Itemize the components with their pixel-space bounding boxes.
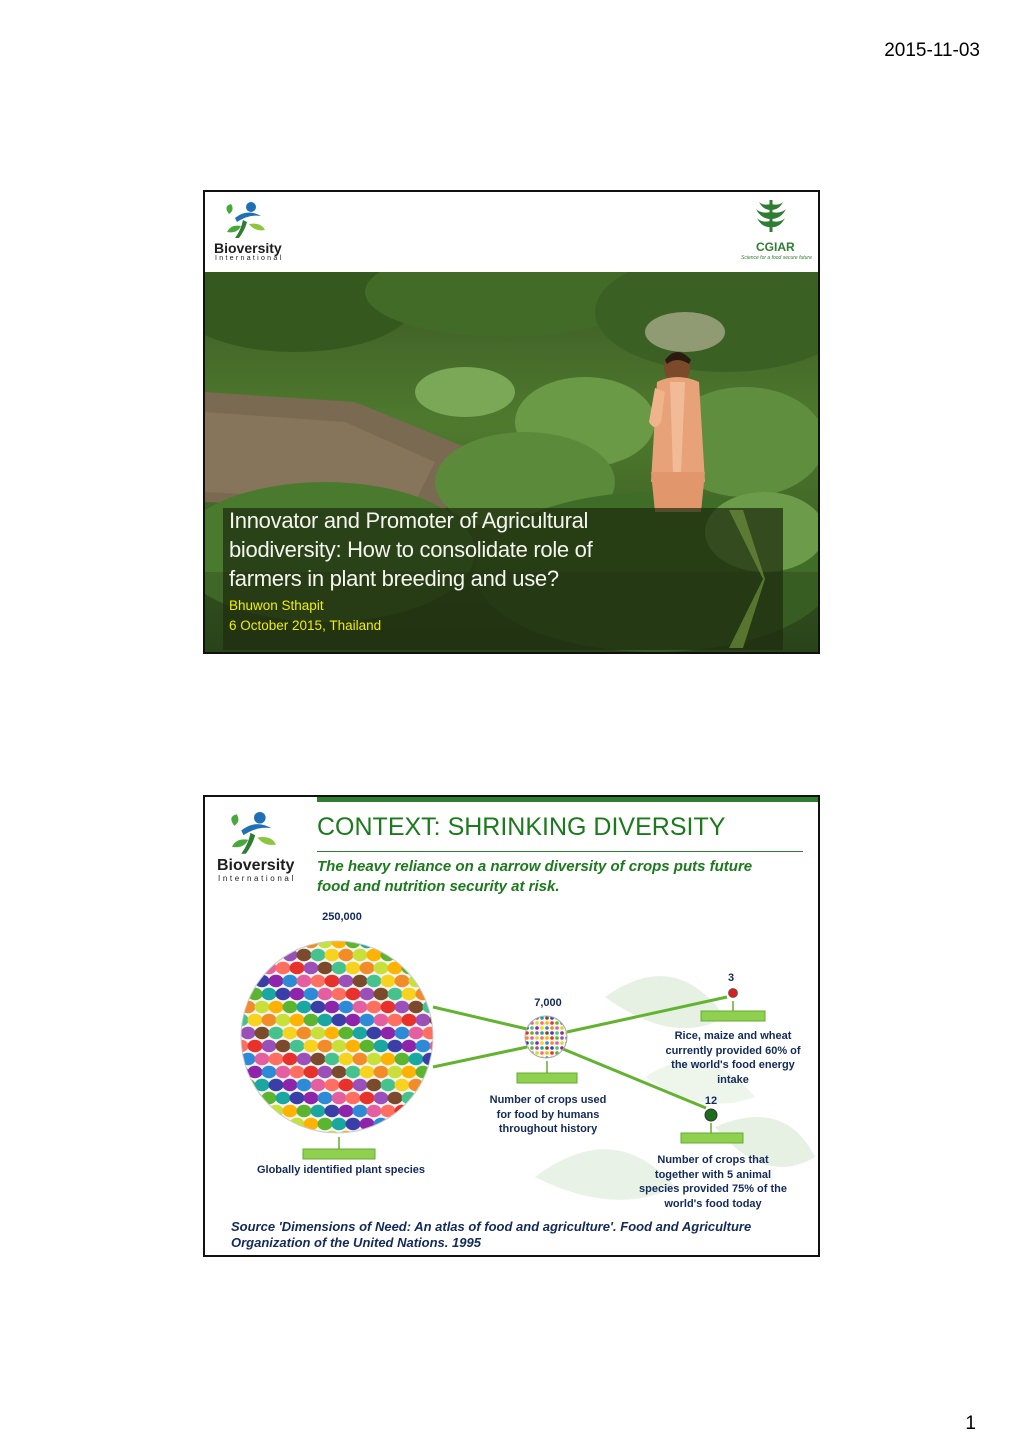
slide-context [203, 795, 820, 1257]
mosaic-dot [555, 1036, 559, 1040]
mosaic-dot [262, 1066, 277, 1078]
mosaic-dot [241, 1079, 256, 1091]
mosaic-dot [290, 1014, 305, 1026]
mosaic-dot [555, 1021, 559, 1025]
mosaic-dot [530, 1056, 534, 1060]
mosaic-dot [339, 1053, 354, 1065]
mosaic-dot [311, 1131, 326, 1143]
mosaic-dot [540, 1046, 544, 1050]
cgiar-tagline: Science for a food secure future [741, 255, 812, 261]
mosaic-dot [530, 1016, 534, 1020]
mosaic-dot [339, 975, 354, 987]
mosaic-dot [535, 1051, 539, 1055]
mosaic-dot [565, 1016, 569, 1020]
source-citation: Source 'Dimensions of Need: An atlas of food and agriculture'. Food and Agriculture Organization of the United Nations. 1995 [231, 1219, 752, 1250]
mosaic-dot [550, 1036, 554, 1040]
mosaic-dot [535, 1046, 539, 1050]
mosaic-dot [525, 1051, 529, 1055]
mosaic-dot [423, 1131, 438, 1143]
mosaic-dot [409, 1001, 424, 1013]
mosaic-dot [367, 1027, 382, 1039]
mosaic-dot [339, 949, 354, 961]
mosaic-dot [269, 1079, 284, 1091]
mosaic-dot [560, 1031, 564, 1035]
mosaic-dot [388, 1040, 403, 1052]
mosaic-dot [402, 1040, 417, 1052]
mosaic-dot [304, 1092, 319, 1104]
mosaic-dot [297, 975, 312, 987]
mosaic-dot [325, 949, 340, 961]
mosaic-dot [255, 1027, 270, 1039]
mosaic-dot [430, 1118, 445, 1130]
mosaic-dot [311, 949, 326, 961]
mosaic-dot [381, 1053, 396, 1065]
mosaic-dot [353, 1027, 368, 1039]
mosaic-dot [402, 1118, 417, 1130]
mosaic-dot [545, 1026, 549, 1030]
mosaic-dot [276, 988, 291, 1000]
mosaic-dot [346, 1066, 361, 1078]
mosaic-dot [234, 962, 249, 974]
mosaic-dot [535, 1021, 539, 1025]
mosaic-dot [540, 1026, 544, 1030]
mosaic-dot [262, 1014, 277, 1026]
mosaic-dot [381, 975, 396, 987]
mosaic-dot [248, 1118, 263, 1130]
stat-caption-major-crops: Rice, maize and wheat currently provided 60% of the world's food energy intake [665, 1030, 801, 1086]
mosaic-dot [381, 1079, 396, 1091]
mosaic-dot [437, 975, 452, 987]
slide2-title: CONTEXT: SHRINKING DIVERSITY [317, 813, 726, 841]
mosaic-dot [290, 936, 305, 948]
mosaic-dot [290, 962, 305, 974]
mosaic-dot [416, 1014, 431, 1026]
mosaic-dot [402, 936, 417, 948]
mosaic-dot [332, 1066, 347, 1078]
mosaic-dot [565, 1056, 569, 1060]
mosaic-dot [388, 1066, 403, 1078]
mosaic-dot [276, 936, 291, 948]
mosaic-dot [555, 1041, 559, 1045]
mosaic-dot [304, 1040, 319, 1052]
mosaic-dot [409, 1053, 424, 1065]
mosaic-dot [416, 1118, 431, 1130]
mosaic-dot [318, 962, 333, 974]
mosaic-dot [311, 1079, 326, 1091]
mosaic-dot [430, 1092, 445, 1104]
mosaic-dot [395, 949, 410, 961]
mosaic-dot [535, 1036, 539, 1040]
mosaic-dot [374, 1066, 389, 1078]
mosaic-dot [402, 1014, 417, 1026]
mosaic-dot [550, 1031, 554, 1035]
mosaic-dot [241, 1001, 256, 1013]
mosaic-dot [540, 1031, 544, 1035]
mosaic-dot [560, 1036, 564, 1040]
mosaic-dot [560, 1056, 564, 1060]
mosaic-dot [346, 1118, 361, 1130]
mosaic-dot [540, 1036, 544, 1040]
mosaic-dot [535, 1031, 539, 1035]
mosaic-dot [346, 962, 361, 974]
mosaic-dot [540, 1021, 544, 1025]
mosaic-dot [530, 1046, 534, 1050]
mosaic-dot [241, 949, 256, 961]
mosaic-dot [530, 1041, 534, 1045]
mosaic-dot [367, 975, 382, 987]
mosaic-dot [555, 1046, 559, 1050]
mosaic-dot [402, 988, 417, 1000]
mosaic-dot [283, 1131, 298, 1143]
mosaic-dot [290, 1040, 305, 1052]
mosaic-dot [346, 1092, 361, 1104]
mosaic-dot [325, 1027, 340, 1039]
mosaic-dot [409, 949, 424, 961]
mosaic-dot [290, 988, 305, 1000]
mosaic-dot [545, 1036, 549, 1040]
page-number: 1 [965, 1413, 976, 1434]
mosaic-dot [241, 1027, 256, 1039]
mosaic-dot [297, 949, 312, 961]
mosaic-dot [262, 1092, 277, 1104]
mosaic-dot [339, 1001, 354, 1013]
mosaic-dot [234, 1118, 249, 1130]
mosaic-dot [339, 1105, 354, 1117]
mosaic-dot [325, 1079, 340, 1091]
mosaic-dot [283, 1079, 298, 1091]
mosaic-dot [402, 1066, 417, 1078]
bioversity-wordmark: Bioversity [217, 857, 295, 874]
mosaic-dot [248, 936, 263, 948]
mosaic-dot [353, 949, 368, 961]
mosaic-dot [437, 1027, 452, 1039]
mosaic-dot [241, 1131, 256, 1143]
mosaic-dot [367, 1131, 382, 1143]
mosaic-dot [304, 1014, 319, 1026]
mosaic-dot [276, 1092, 291, 1104]
mosaic-dot [346, 1014, 361, 1026]
mosaic-dot [409, 975, 424, 987]
mosaic-dot [318, 1066, 333, 1078]
mosaic-dot [525, 1056, 529, 1060]
mosaic-dot [560, 1016, 564, 1020]
mosaic-dot [525, 1036, 529, 1040]
mosaic-dot [545, 1016, 549, 1020]
mosaic-dot [269, 975, 284, 987]
mosaic-dot [545, 1051, 549, 1055]
mosaic-dot [437, 1131, 452, 1143]
stat-caption-species: Globally identified plant species [256, 1164, 426, 1176]
mosaic-dot [360, 962, 375, 974]
mosaic-dot [395, 1105, 410, 1117]
mosaic-dot [381, 1131, 396, 1143]
mosaic-dot [430, 988, 445, 1000]
mosaic-dot [540, 1051, 544, 1055]
mosaic-dot [360, 1092, 375, 1104]
mosaic-dot [332, 1092, 347, 1104]
presentation-date: 6 October 2015, Thailand [229, 618, 382, 633]
mosaic-dot [437, 1079, 452, 1091]
bioversity-logo-icon [221, 200, 271, 242]
mosaic-dot [255, 1053, 270, 1065]
mosaic-dot [423, 1027, 438, 1039]
mosaic-dot [346, 1040, 361, 1052]
mosaic-dot [525, 1021, 529, 1025]
mosaic-dot [437, 1105, 452, 1117]
mosaic-dot [276, 962, 291, 974]
page-date: 2015-11-03 [884, 40, 980, 61]
mosaic-dot [550, 1021, 554, 1025]
mosaic-dot [430, 962, 445, 974]
mosaic-dot [409, 1027, 424, 1039]
slide-header [205, 192, 818, 272]
mosaic-dot [560, 1041, 564, 1045]
mosaic-dot [297, 1079, 312, 1091]
mosaic-dot [325, 1001, 340, 1013]
mosaic-dot [332, 1118, 347, 1130]
mosaic-dot [318, 1092, 333, 1104]
mosaic-dot [283, 1105, 298, 1117]
mosaic-dot [374, 962, 389, 974]
mosaic-dot [325, 1053, 340, 1065]
mosaic-dot [550, 1041, 554, 1045]
mosaic-dot [339, 1027, 354, 1039]
mosaic-dot [395, 1131, 410, 1143]
mosaic-dot [255, 1131, 270, 1143]
mosaic-dot [395, 1027, 410, 1039]
mosaic-dot [304, 962, 319, 974]
mosaic-dot [248, 962, 263, 974]
mosaic-dot [332, 936, 347, 948]
mosaic-dot [304, 988, 319, 1000]
mosaic-dot [374, 1014, 389, 1026]
mosaic-dot [555, 1031, 559, 1035]
mosaic-dot [248, 1092, 263, 1104]
mosaic-dot [395, 1053, 410, 1065]
mosaic-dot [262, 936, 277, 948]
mosaic-dot [276, 1014, 291, 1026]
mosaic-dot [560, 1026, 564, 1030]
mosaic-dot [297, 1027, 312, 1039]
mosaic-dot [374, 1040, 389, 1052]
mosaic-dot [255, 1105, 270, 1117]
mosaic-dot [283, 1027, 298, 1039]
mosaic-dot [262, 962, 277, 974]
mosaic-dot [416, 962, 431, 974]
mosaic-dot [269, 1001, 284, 1013]
mosaic-dot [360, 936, 375, 948]
mosaic-dot [423, 975, 438, 987]
mosaic-dot [381, 1001, 396, 1013]
mosaic-dot [545, 1031, 549, 1035]
mosaic-dot [423, 949, 438, 961]
mosaic-dot [367, 1079, 382, 1091]
mosaic-dot [388, 1014, 403, 1026]
mosaic-dot [283, 1001, 298, 1013]
mosaic-dot [409, 1131, 424, 1143]
mosaic-dot [353, 1079, 368, 1091]
stat-caption-food-crops: Number of crops that together with 5 animal species provided 75% of the world's food today [639, 1154, 787, 1210]
mosaic-dot [423, 1105, 438, 1117]
mosaic-dot [248, 1040, 263, 1052]
mosaic-dot [297, 1105, 312, 1117]
mosaic-dot [290, 1066, 305, 1078]
mosaic-dot [332, 962, 347, 974]
mosaic-dot [374, 988, 389, 1000]
mosaic-dot [360, 1040, 375, 1052]
mosaic-dot [234, 1092, 249, 1104]
mosaic-dot [325, 1105, 340, 1117]
mosaic-dot [395, 975, 410, 987]
mosaic-dot [535, 1041, 539, 1045]
stat-value-species: 250,000 [322, 911, 362, 923]
mosaic-dot [360, 1014, 375, 1026]
mosaic-dot [311, 975, 326, 987]
mosaic-dot [525, 1016, 529, 1020]
mosaic-dot [550, 1051, 554, 1055]
mosaic-dot [283, 1053, 298, 1065]
mosaic-dot [269, 1131, 284, 1143]
mosaic-dot [545, 1021, 549, 1025]
mosaic-dot [304, 1118, 319, 1130]
mosaic-dot [262, 1118, 277, 1130]
mosaic-dot [311, 1001, 326, 1013]
stat-caption-crops-history: Number of crops used for food by humans throughout history [489, 1094, 607, 1135]
author-name: Bhuwon Sthapit [229, 598, 324, 613]
mosaic-dot [388, 936, 403, 948]
mosaic-dot [255, 1001, 270, 1013]
slide-title [203, 190, 820, 654]
mosaic-dot [395, 1079, 410, 1091]
stat-value-major-crops: 3 [727, 972, 735, 984]
mosaic-dot [374, 1092, 389, 1104]
mosaic-dot [353, 1131, 368, 1143]
mosaic-dot [269, 1027, 284, 1039]
mosaic-dot [297, 1131, 312, 1143]
mosaic-dot [555, 1026, 559, 1030]
mosaic-dot [297, 1053, 312, 1065]
mosaic-dot [388, 1118, 403, 1130]
mosaic-dot [318, 1118, 333, 1130]
mosaic-dot [318, 1014, 333, 1026]
mosaic-dot [346, 988, 361, 1000]
mosaic-dot [290, 1092, 305, 1104]
mosaic-dot [318, 988, 333, 1000]
cgiar-wordmark: CGIAR [756, 240, 795, 254]
bioversity-subtitle: International [215, 255, 284, 262]
mosaic-dot [550, 1026, 554, 1030]
mosaic-dot [234, 1014, 249, 1026]
mosaic-dot [395, 1001, 410, 1013]
mosaic-dot [409, 1079, 424, 1091]
bioversity-subtitle: International [218, 874, 296, 883]
mosaic-dot [388, 962, 403, 974]
mosaic-dot [555, 1056, 559, 1060]
slide-title-text: Innovator and Promoter of Agricultural biodiversity: How to consolidate role of farmers in plant breeding and use? [229, 508, 593, 591]
mosaic-dot [332, 1040, 347, 1052]
mosaic-dot [234, 936, 249, 948]
mosaic-dot [530, 1026, 534, 1030]
mosaic-dot [360, 988, 375, 1000]
mosaic-dot [297, 1001, 312, 1013]
mosaic-dot [353, 975, 368, 987]
mosaic-dot [388, 988, 403, 1000]
mosaic-dot [367, 1053, 382, 1065]
mosaic-dot [367, 1105, 382, 1117]
mosaic-dot [311, 1105, 326, 1117]
mosaic-dot [550, 1046, 554, 1050]
bioversity-wordmark: Bioversity [214, 240, 282, 256]
mosaic-dot [262, 988, 277, 1000]
mosaic-dot [283, 975, 298, 987]
stat-value-food-crops: 12 [704, 1095, 718, 1107]
mosaic-dot [360, 1066, 375, 1078]
mosaic-dot [255, 949, 270, 961]
mosaic-dot [318, 1040, 333, 1052]
mosaic-dot [416, 1092, 431, 1104]
mosaic-dot [248, 1014, 263, 1026]
mosaic-dot [545, 1041, 549, 1045]
mosaic-dot [241, 1105, 256, 1117]
mosaic-dot [276, 1040, 291, 1052]
mosaic-dot [409, 1105, 424, 1117]
mosaic-dot [530, 1036, 534, 1040]
mosaic-dot [430, 936, 445, 948]
chevron-right-icon [725, 510, 765, 648]
mosaic-dot [540, 1041, 544, 1045]
mosaic-dot [276, 1066, 291, 1078]
mosaic-dot [416, 936, 431, 948]
mosaic-dot [437, 949, 452, 961]
mosaic-dot [262, 1040, 277, 1052]
mosaic-dot [353, 1105, 368, 1117]
mosaic-dot [339, 1079, 354, 1091]
mosaic-dot [325, 975, 340, 987]
mosaic-dot [353, 1001, 368, 1013]
mosaic-dot [545, 1046, 549, 1050]
mosaic-dot [234, 988, 249, 1000]
mosaic-dot [565, 1021, 569, 1025]
mosaic-dot [530, 1031, 534, 1035]
mosaic-dot [269, 1053, 284, 1065]
mosaic-dot [332, 988, 347, 1000]
mosaic-dot [248, 988, 263, 1000]
stat-value-crops-history: 7,000 [534, 997, 562, 1009]
mosaic-dot [381, 1027, 396, 1039]
mosaic-dot [311, 1027, 326, 1039]
mosaic-dot [423, 1079, 438, 1091]
mosaic-dot [416, 1040, 431, 1052]
mosaic-dot [388, 1092, 403, 1104]
mosaic-dot [304, 1066, 319, 1078]
mosaic-dot [367, 1001, 382, 1013]
mosaic-dot [241, 975, 256, 987]
mosaic-dot [332, 1014, 347, 1026]
mosaic-dot [311, 1053, 326, 1065]
slide2-subtitle: The heavy reliance on a narrow diversity of crops puts future food and nutrition security at risk. [317, 858, 753, 895]
mosaic-dot [374, 936, 389, 948]
mosaic-dot [353, 1053, 368, 1065]
mosaic-dot [535, 1026, 539, 1030]
cgiar-logo-icon [753, 198, 789, 236]
